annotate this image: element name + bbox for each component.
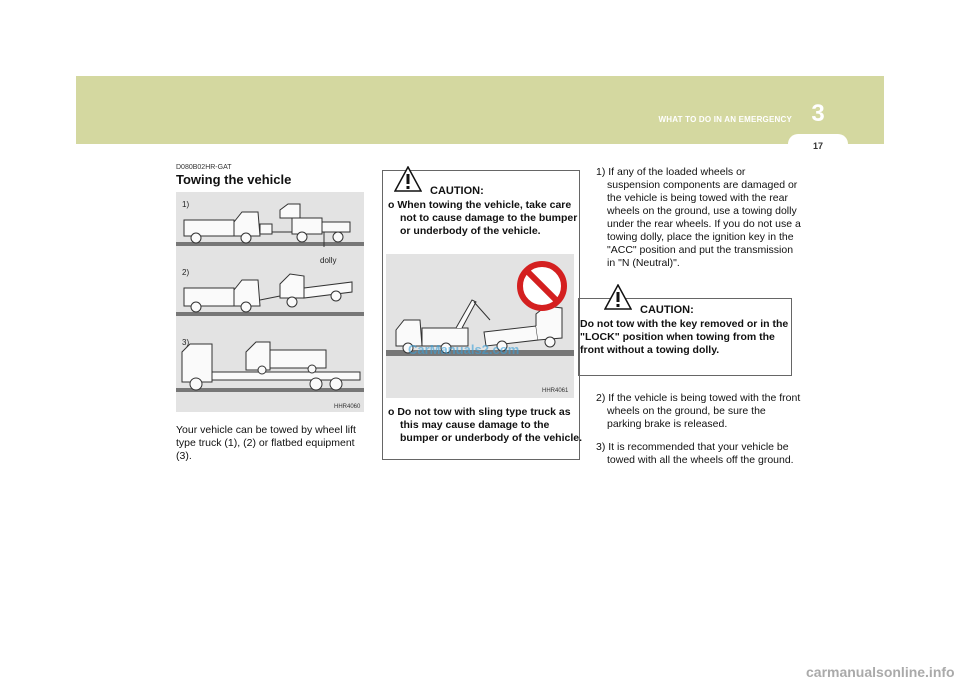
caution-title-right: CAUTION: xyxy=(640,304,694,316)
chapter-title: WHAT TO DO IN AN EMERGENCY xyxy=(658,115,792,124)
figure-label-3: 3) xyxy=(182,338,190,347)
page-number: 17 xyxy=(812,141,823,151)
footer-watermark: carmanualsonline.info xyxy=(806,664,955,680)
chapter-number: 3 xyxy=(811,100,825,127)
section-code: D080B02HR-GAT xyxy=(176,164,232,171)
figure-label-1: 1) xyxy=(182,200,190,209)
dolly-label: dolly xyxy=(320,256,337,265)
caution-item-1: o When towing the vehicle, take care not to cause damage to the bumper or underbody of the vehicle. xyxy=(388,199,578,237)
right-item-2: 2) If the vehicle is being towed with the front wheels on the ground, be sure the parking brake is released. xyxy=(596,392,801,430)
figure-watermark: CarManuals2.com xyxy=(408,342,520,357)
section-heading: Towing the vehicle xyxy=(176,172,292,187)
caution-text-right: Do not tow with the key removed or in the "LOCK" position when towing from the front without a towing dolly. xyxy=(580,318,789,356)
right-item-3: 3) It is recommended that your vehicle be towed with all the wheels off the ground. xyxy=(596,441,794,466)
caution-item-2: o Do not tow with sling type truck as this may cause damage to the bumper or underbody of the vehicle. xyxy=(388,406,583,444)
towing-paragraph: Your vehicle can be towed by wheel lift type truck (1), (2) or flatbed equipment (3). xyxy=(176,424,356,462)
warning-triangle-icon xyxy=(394,166,422,192)
sling-figure-code: HHR4061 xyxy=(542,388,569,394)
right-item-1: 1) If any of the loaded wheels or suspension components are damaged or the vehicle is being towed with the rear wheels on the ground, use a towing dolly under the rear wheels. If you do not use a towing dolly, place the ignition key in the "ACC" position and put the transmission in "N (Neutral)". xyxy=(596,166,801,269)
header-band xyxy=(76,76,884,144)
towing-trucks-illustration xyxy=(176,192,364,412)
warning-triangle-icon-2 xyxy=(604,284,632,310)
towing-methods-figure xyxy=(176,192,364,412)
caution-title-main: CAUTION: xyxy=(430,185,484,197)
figure-label-2: 2) xyxy=(182,268,190,277)
figure-code: HHR4060 xyxy=(334,404,361,410)
sling-truck-illustration xyxy=(386,254,574,398)
sling-truck-figure xyxy=(386,254,574,398)
